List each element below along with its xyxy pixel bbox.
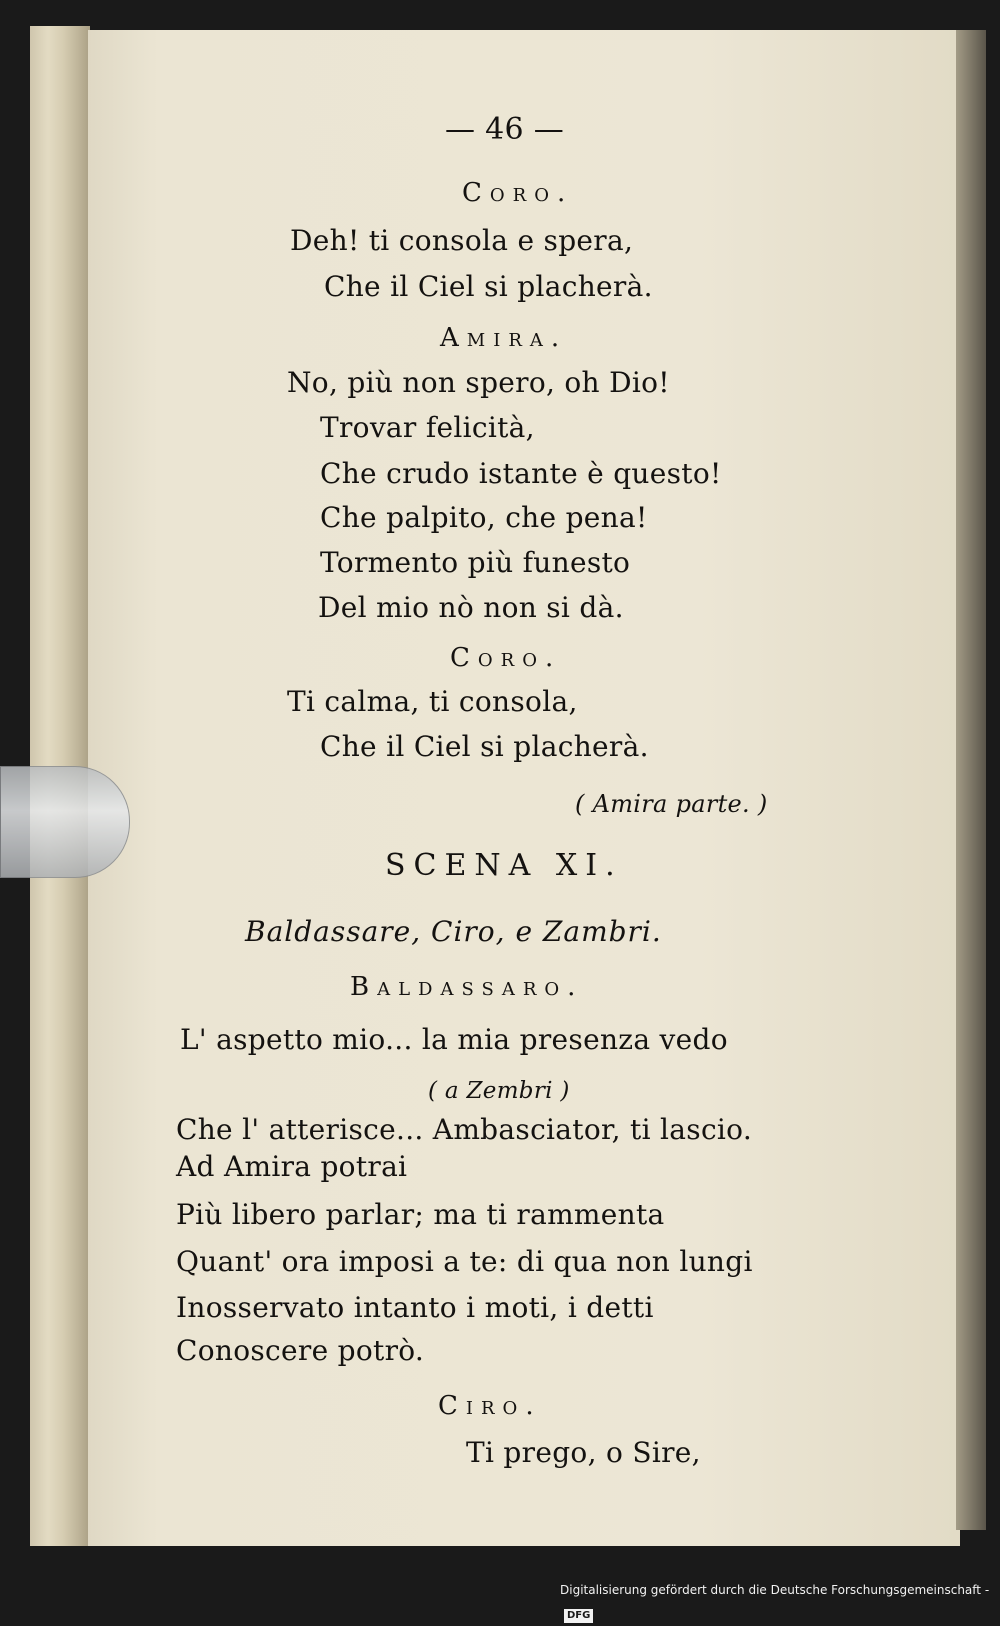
character-list: Baldassare, Ciro, e Zambri. xyxy=(245,915,662,948)
verse-line: Che crudo istante è questo! xyxy=(320,457,722,490)
verse-line: Tormento più funesto xyxy=(320,546,631,579)
credit-text: Digitalisierung gefördert durch die Deutsche Forschungsgemeinschaft - xyxy=(560,1583,990,1597)
verse-line: Ti prego, o Sire, xyxy=(466,1436,701,1469)
speaker-heading: Baldassaro. xyxy=(350,972,584,1002)
verse-line: Ad Amira potrai xyxy=(176,1150,408,1183)
verse-line: L' aspetto mio... la mia presenza vedo xyxy=(180,1023,728,1056)
verse-line: Che il Ciel si placherà. xyxy=(320,730,649,763)
verse-line: Trovar felicità, xyxy=(320,411,535,444)
verse-line: Che palpito, che pena! xyxy=(320,501,648,534)
verse-line: Che l' atterisce... Ambasciator, ti lascio. xyxy=(176,1113,753,1146)
verse-line: Più libero parlar; ma ti rammenta xyxy=(176,1198,665,1231)
speaker-heading: Ciro. xyxy=(438,1391,542,1421)
page-edge xyxy=(956,30,986,1530)
digitization-credit xyxy=(560,1578,996,1621)
verse-line: Quant' ora imposi a te: di qua non lungi xyxy=(176,1245,753,1278)
page-number: — 46 — xyxy=(445,112,565,147)
verse-line: Deh! ti consola e spera, xyxy=(290,224,634,257)
page-clip xyxy=(0,766,130,878)
verse-line: Inosservato intanto i moti, i detti xyxy=(176,1291,654,1324)
speaker-heading: Coro. xyxy=(450,643,562,673)
stage-direction: ( Amira parte. ) xyxy=(575,790,768,818)
stage-direction: ( a Zembri ) xyxy=(428,1078,570,1104)
verse-line: Ti calma, ti consola, xyxy=(287,685,578,718)
verse-line: Che il Ciel si placherà. xyxy=(324,270,653,303)
verse-line: Conoscere potrò. xyxy=(176,1334,425,1367)
verse-line: Del mio nò non si dà. xyxy=(318,591,624,624)
speaker-heading: Coro. xyxy=(462,178,574,208)
scene-heading: SCENA XI. xyxy=(385,848,623,883)
speaker-heading: Amira. xyxy=(440,323,568,353)
dfg-logo: DFG xyxy=(564,1609,593,1623)
verse-line: No, più non spero, oh Dio! xyxy=(287,366,670,399)
